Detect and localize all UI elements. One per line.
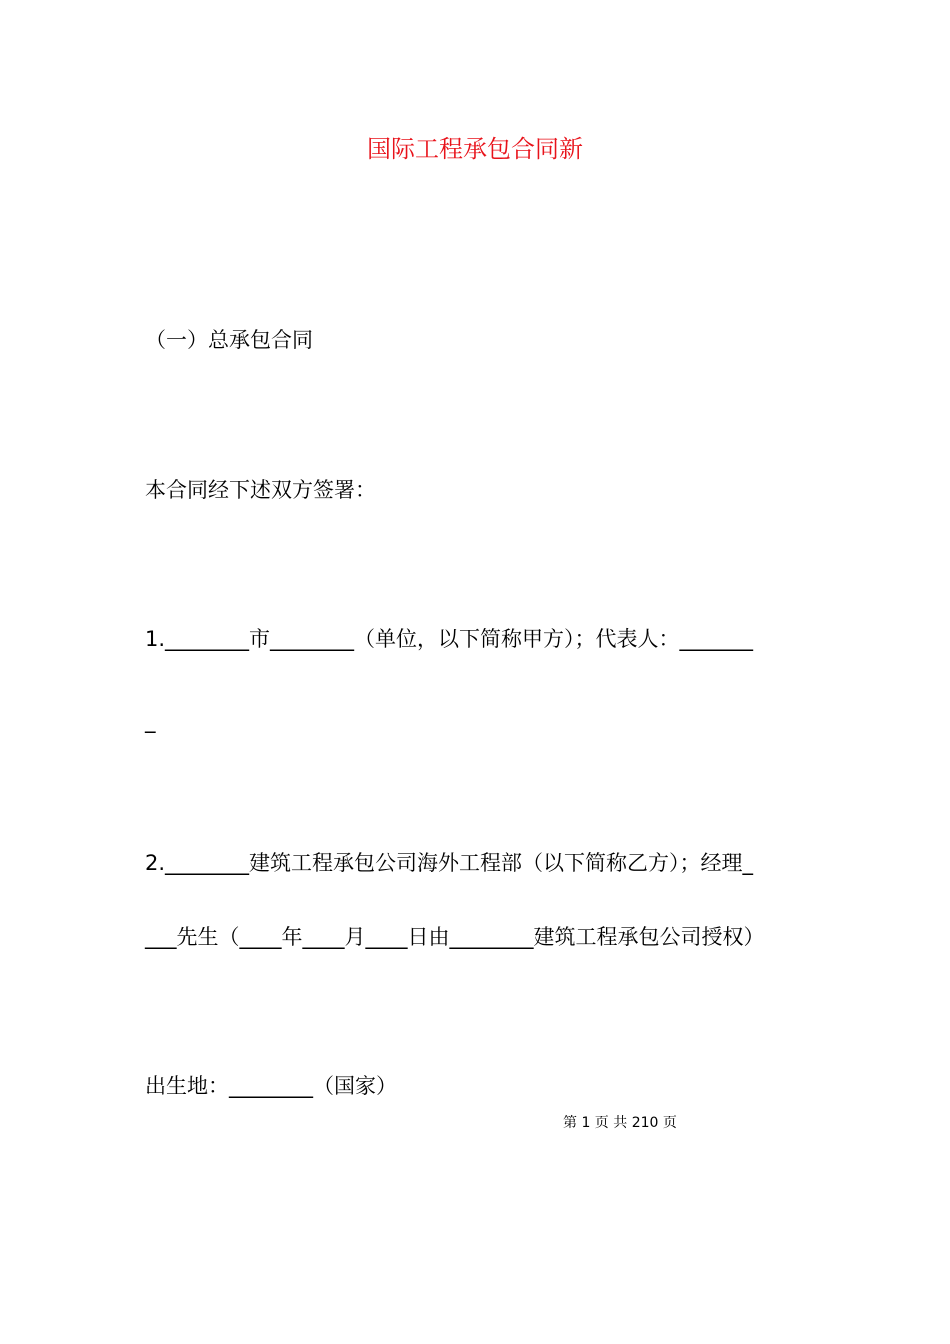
section-heading: （一）总承包合同 <box>145 328 313 352</box>
page-title: 国际工程承包合同新 <box>367 135 583 163</box>
paragraph-birthplace: 出生地：________（国家） <box>145 1074 397 1098</box>
page-number-footer: 第 1 页 共 210 页 <box>563 1115 677 1131</box>
paragraph-party-a: 1.________市________（单位，以下简称甲方）；代表人：_______ <box>145 627 754 651</box>
paragraph-party-a-continued: _ <box>145 709 156 733</box>
paragraph-intro: 本合同经下述双方签署： <box>145 478 376 502</box>
paragraph-party-b: 2.________建筑工程承包公司海外工程部（以下简称乙方）；经理_ <box>145 851 754 875</box>
paragraph-party-b-continued: ___先生（____年____月____日由________建筑工程承包公司授权） <box>145 925 765 949</box>
